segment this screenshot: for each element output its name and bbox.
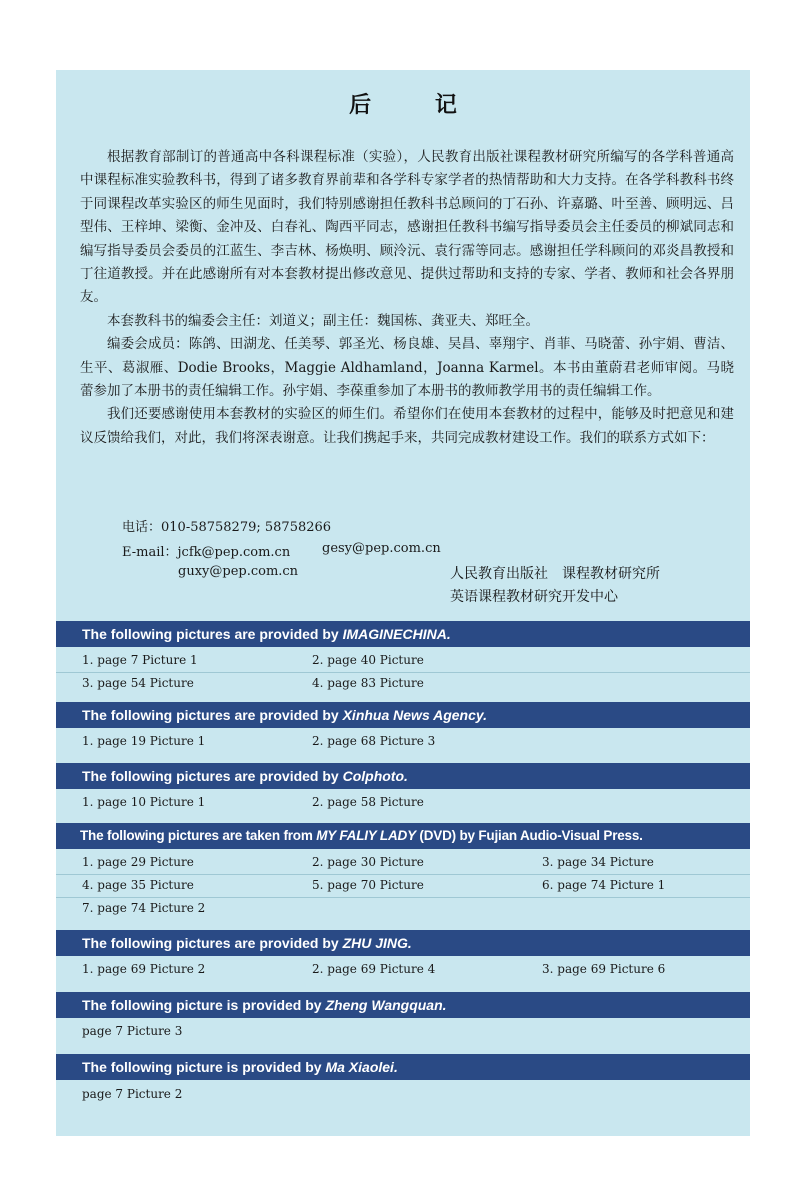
row-divider: [56, 874, 750, 875]
paragraph-4: 我们还要感谢使用本套教材的实验区的师生们。希望你们在使用本套教材的过程中，能够及时把意见和建议反馈给我们，对此，我们将深表谢意。让我们携起手来，共同完成教材建设工作。我们的联系方式如下：: [80, 406, 734, 446]
credit-item: 1. page 10 Picture 1: [82, 795, 206, 809]
credit-item: 6. page 74 Picture 1: [542, 878, 666, 892]
paragraph-3: 编委会成员：陈鸽、田湖龙、任美琴、郭圣光、杨良雄、吴昌、辜翔宇、肖菲、马晓蕾、孙宇娟、曹洁、生平、葛淑雁、Dodie Brooks，Maggie Aldhamland，Joanna Karmel。本书由董蔚君老师审阅。马晓蕾参加了本册书的责任编辑工作。孙宇娟、李葆重参加了本册书的教师教学用书的责任编辑工作。: [80, 336, 734, 400]
credit-item: 4. page 83 Picture: [312, 676, 424, 690]
afterword-page: [56, 70, 750, 1136]
credit-prefix: The following pictures are provided by: [82, 626, 343, 642]
paragraph-2: 本套教科书的编委会主任：刘道义；副主任：魏国栋、龚亚夫、郑旺全。: [107, 312, 539, 329]
credit-item: 1. page 7 Picture 1: [82, 653, 198, 667]
credit-prefix: The following pictures are provided by: [82, 935, 343, 951]
credit-item: 1. page 19 Picture 1: [82, 734, 206, 748]
credit-prefix: The following pictures are taken from: [80, 828, 317, 843]
credit-header-5: [56, 930, 750, 956]
credit-prefix: The following pictures are provided by: [82, 707, 343, 723]
row-divider: [56, 672, 750, 673]
credit-item: 4. page 35 Picture: [82, 878, 194, 892]
credit-header-7: [56, 1054, 750, 1080]
paragraph-1: 根据教育部制订的普通高中各科课程标准（实验），人民教育出版社课程教材研究所编写的各学科普通高中课程标准实验教科书，得到了诸多教育界前辈和各学科专家学者的热情帮助和大力支持。在各学科教科书终于同课程改革实验区的师生见面时，我们特别感谢担任教科书总顾问的丁石孙、许嘉璐、叶至善、顾明远、吕型伟、王梓坤、梁衡、金冲及、白春礼、陶西平同志，感谢担任教科书编写指导委员会主任委员的柳斌同志和编写指导委员会委员的江蓝生、李吉林、杨焕明、顾泠沅、袁行霈等同志。感谢担任学科顾问的邓炎昌教授和丁往道教授。并在此感谢所有对本套教材提出修改意见、提供过帮助和支持的专家、学者、教师和社会各界朋友。: [80, 149, 734, 306]
credit-source: IMAGINECHINA.: [342, 626, 451, 642]
credit-item: 3. page 34 Picture: [542, 855, 654, 869]
credit-item: 3. page 54 Picture: [82, 676, 194, 690]
credit-header-6: [56, 992, 750, 1018]
row-divider: [56, 897, 750, 898]
credit-header-1: [56, 621, 750, 647]
acknowledgement-text: [80, 146, 734, 450]
credit-source: Xinhua News Agency.: [342, 707, 488, 723]
credit-source: Ma Xiaolei.: [325, 1059, 398, 1075]
credit-item: 2. page 40 Picture: [312, 653, 424, 667]
credit-header-4: [56, 823, 750, 849]
credit-item: 7. page 74 Picture 2: [82, 901, 206, 915]
credit-suffix: (DVD) by Fujian Audio-Visual Press.: [415, 828, 643, 843]
contact-email-2[interactable]: gesy@pep.com.cn: [322, 541, 441, 556]
credit-item: page 7 Picture 3: [82, 1024, 183, 1038]
credit-prefix: The following picture is provided by: [82, 997, 326, 1013]
contact-email-3[interactable]: guxy@pep.com.cn: [178, 564, 299, 579]
credit-item: 3. page 69 Picture 6: [542, 962, 666, 976]
signature-publisher: 人民教育出版社 课程教材研究所: [450, 566, 660, 582]
credit-source: Colphoto.: [342, 768, 408, 784]
contact-email-1[interactable]: E-mail：jcfk@pep.com.cn: [122, 545, 291, 560]
credit-source: Zheng Wangquan.: [325, 997, 447, 1013]
credit-item: 1. page 29 Picture: [82, 855, 194, 869]
credit-header-3: [56, 763, 750, 789]
credit-item: 2. page 69 Picture 4: [312, 962, 436, 976]
credit-item: 5. page 70 Picture: [312, 878, 424, 892]
contact-phone: 电话：010-58758279; 58758266: [122, 520, 332, 535]
page-title: 后 记: [349, 92, 485, 118]
credit-item: 2. page 30 Picture: [312, 855, 424, 869]
credit-item: 1. page 69 Picture 2: [82, 962, 206, 976]
credit-prefix: The following pictures are provided by: [82, 768, 343, 784]
credit-source: ZHU JING.: [342, 935, 412, 951]
credit-header-2: [56, 702, 750, 728]
credit-prefix: The following picture is provided by: [82, 1059, 326, 1075]
credit-source: MY FALIY LADY: [316, 828, 416, 843]
signature-center: 英语课程教材研究开发中心: [450, 589, 618, 605]
credit-item: page 7 Picture 2: [82, 1087, 183, 1101]
credit-item: 2. page 58 Picture: [312, 795, 424, 809]
credit-item: 2. page 68 Picture 3: [312, 734, 436, 748]
